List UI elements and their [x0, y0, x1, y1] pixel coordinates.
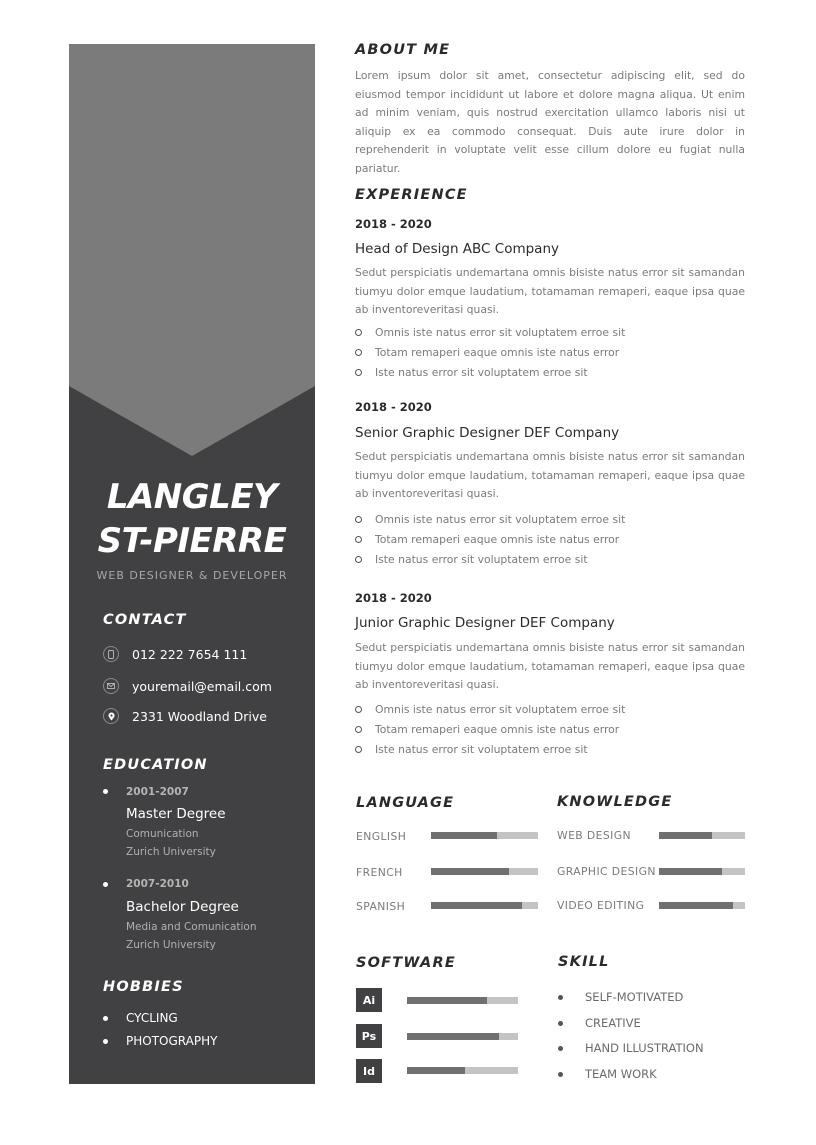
circle-bullet-icon — [355, 706, 362, 713]
experience-bullet: Omnis iste natus error sit voluptatem erroe sit — [355, 513, 625, 526]
language-bar — [431, 868, 538, 875]
software-bar — [407, 997, 518, 1004]
circle-bullet-icon — [355, 516, 362, 523]
software-heading: SOFTWARE — [356, 955, 456, 971]
language-label: ENGLISH — [356, 830, 407, 843]
skill-bullet — [558, 995, 563, 1000]
about-text: Lorem ipsum dolor sit amet, consectetur adipiscing elit, sed do eiusmod tempor incididunt ut labore et dolore magna aliqua. Ut enim ad minim veniam, quis nostrud exercitation ullamco laboris nisi ut aliquip ex ea commodo consequat. Duis aute irure dolor in reprehenderit in voluptate velit esse cillum dolore eu fugiat nulla pariatur. — [355, 69, 745, 175]
education-bullet — [103, 882, 108, 887]
job-title: WEB DESIGNER & DEVELOPER — [96, 569, 288, 582]
knowledge-label: WEB DESIGN — [557, 829, 631, 842]
experience-years: 2018 - 2020 — [355, 591, 432, 605]
skill-bullet — [558, 1021, 563, 1026]
software-bar-fill — [407, 997, 487, 1004]
language-bar — [431, 832, 538, 839]
language-bar-fill — [431, 902, 522, 909]
software-bar-fill — [407, 1033, 499, 1040]
experience-years: 2018 - 2020 — [355, 217, 432, 231]
knowledge-bar-fill — [659, 902, 733, 909]
knowledge-heading: KNOWLEDGE — [557, 794, 673, 810]
experience-bullet: Totam remaperi eaque omnis iste natus error — [355, 346, 619, 359]
circle-bullet-icon — [355, 369, 362, 376]
language-label: SPANISH — [356, 900, 406, 913]
skill-heading: SKILL — [558, 954, 610, 970]
first-name: LANGLEY — [106, 477, 278, 517]
language-heading: LANGUAGE — [356, 795, 455, 811]
education-school: Zurich University — [126, 939, 216, 951]
experience-bullet: Iste natus error sit voluptatem erroe sit — [355, 366, 588, 379]
address-text: 2331 Woodland Drive — [132, 708, 267, 724]
knowledge-bar — [659, 902, 745, 909]
education-heading: EDUCATION — [103, 757, 208, 773]
education-years: 2001-2007 — [126, 786, 189, 798]
experience-years: 2018 - 2020 — [355, 400, 432, 414]
experience-bullet: Iste natus error sit voluptatem erroe sit — [355, 743, 588, 756]
sidebar — [69, 44, 315, 1084]
experience-bullet: Totam remaperi eaque omnis iste natus error — [355, 723, 619, 736]
education-years: 2007-2010 — [126, 878, 189, 890]
experience-role: Head of Design ABC Company — [355, 241, 559, 257]
hobby-bullet — [103, 1039, 108, 1044]
circle-bullet-icon — [355, 746, 362, 753]
education-field: Comunication — [126, 828, 199, 840]
circle-bullet-icon — [355, 349, 362, 356]
experience-description: Sedut perspiciatis undemartana omnis bisiste natus error sit samandan tiumyu dolor emque laudatium, totamaman remaperi, eaque ipsa quae ab inventoreveritasi quasi. — [355, 266, 745, 317]
knowledge-label: GRAPHIC DESIGN — [557, 865, 656, 878]
contact-email[interactable] — [103, 678, 272, 694]
software-bar — [407, 1033, 518, 1040]
about-heading: ABOUT ME — [355, 42, 451, 58]
indesign-icon: Id — [356, 1059, 382, 1083]
illustrator-icon: Ai — [356, 988, 382, 1012]
skill-item: CREATIVE — [585, 1016, 641, 1030]
skill-bullet — [558, 1072, 563, 1077]
circle-bullet-icon — [355, 726, 362, 733]
contact-heading: CONTACT — [103, 612, 187, 628]
hobbies-heading: HOBBIES — [103, 979, 184, 995]
circle-bullet-icon — [355, 329, 362, 336]
circle-bullet-icon — [355, 536, 362, 543]
hobby-item: CYCLING — [126, 1011, 178, 1025]
experience-bullet: Totam remaperi eaque omnis iste natus error — [355, 533, 619, 546]
hobby-item: PHOTOGRAPHY — [126, 1034, 218, 1048]
knowledge-bar-fill — [659, 868, 722, 875]
header-chevron-banner — [69, 44, 315, 456]
language-bar-fill — [431, 832, 497, 839]
email-text[interactable]: youremail@email.com — [132, 678, 272, 694]
circle-bullet-icon — [355, 556, 362, 563]
language-bar — [431, 902, 538, 909]
experience-description: Sedut perspiciatis undemartana omnis bisiste natus error sit samandan tiumyu dolor emque laudatium, totamaman remaperi, eaque ipsa quae ab inventoreveritasi quasi. — [355, 641, 745, 692]
skill-item: SELF-MOTIVATED — [585, 990, 684, 1004]
education-school: Zurich University — [126, 846, 216, 858]
knowledge-label: VIDEO EDITING — [557, 899, 645, 912]
skill-item: TEAM WORK — [585, 1067, 657, 1081]
skill-item: HAND ILLUSTRATION — [585, 1041, 704, 1055]
experience-bullet: Omnis iste natus error sit voluptatem erroe sit — [355, 326, 625, 339]
experience-bullet: Omnis iste natus error sit voluptatem erroe sit — [355, 703, 625, 716]
education-degree: Bachelor Degree — [126, 899, 239, 915]
knowledge-bar — [659, 868, 745, 875]
contact-phone — [103, 646, 247, 662]
experience-role: Junior Graphic Designer DEF Company — [355, 615, 615, 631]
knowledge-bar — [659, 832, 745, 839]
skill-bullet — [558, 1046, 563, 1051]
education-degree: Master Degree — [126, 806, 226, 822]
photoshop-icon: Ps — [356, 1024, 382, 1048]
contact-address — [103, 708, 267, 724]
experience-description: Sedut perspiciatis undemartana omnis bisiste natus error sit samandan tiumyu dolor emque laudatium, totamaman remaperi, eaque ipsa quae ab inventoreveritasi quasi. — [355, 450, 745, 501]
phone-icon — [103, 646, 119, 662]
experience-bullet: Iste natus error sit voluptatem erroe sit — [355, 553, 588, 566]
software-bar — [407, 1067, 518, 1074]
education-bullet — [103, 789, 108, 794]
experience-role: Senior Graphic Designer DEF Company — [355, 425, 620, 441]
language-label: FRENCH — [356, 866, 403, 879]
education-field: Media and Comunication — [126, 921, 257, 933]
experience-heading: EXPERIENCE — [355, 187, 468, 203]
knowledge-bar-fill — [659, 832, 712, 839]
language-bar-fill — [431, 868, 509, 875]
software-bar-fill — [407, 1067, 465, 1074]
location-pin-icon — [103, 708, 119, 724]
email-icon — [103, 678, 119, 694]
hobby-bullet — [103, 1016, 108, 1021]
phone-text: 012 222 7654 111 — [132, 646, 248, 662]
last-name: ST-PIERRE — [97, 521, 287, 561]
